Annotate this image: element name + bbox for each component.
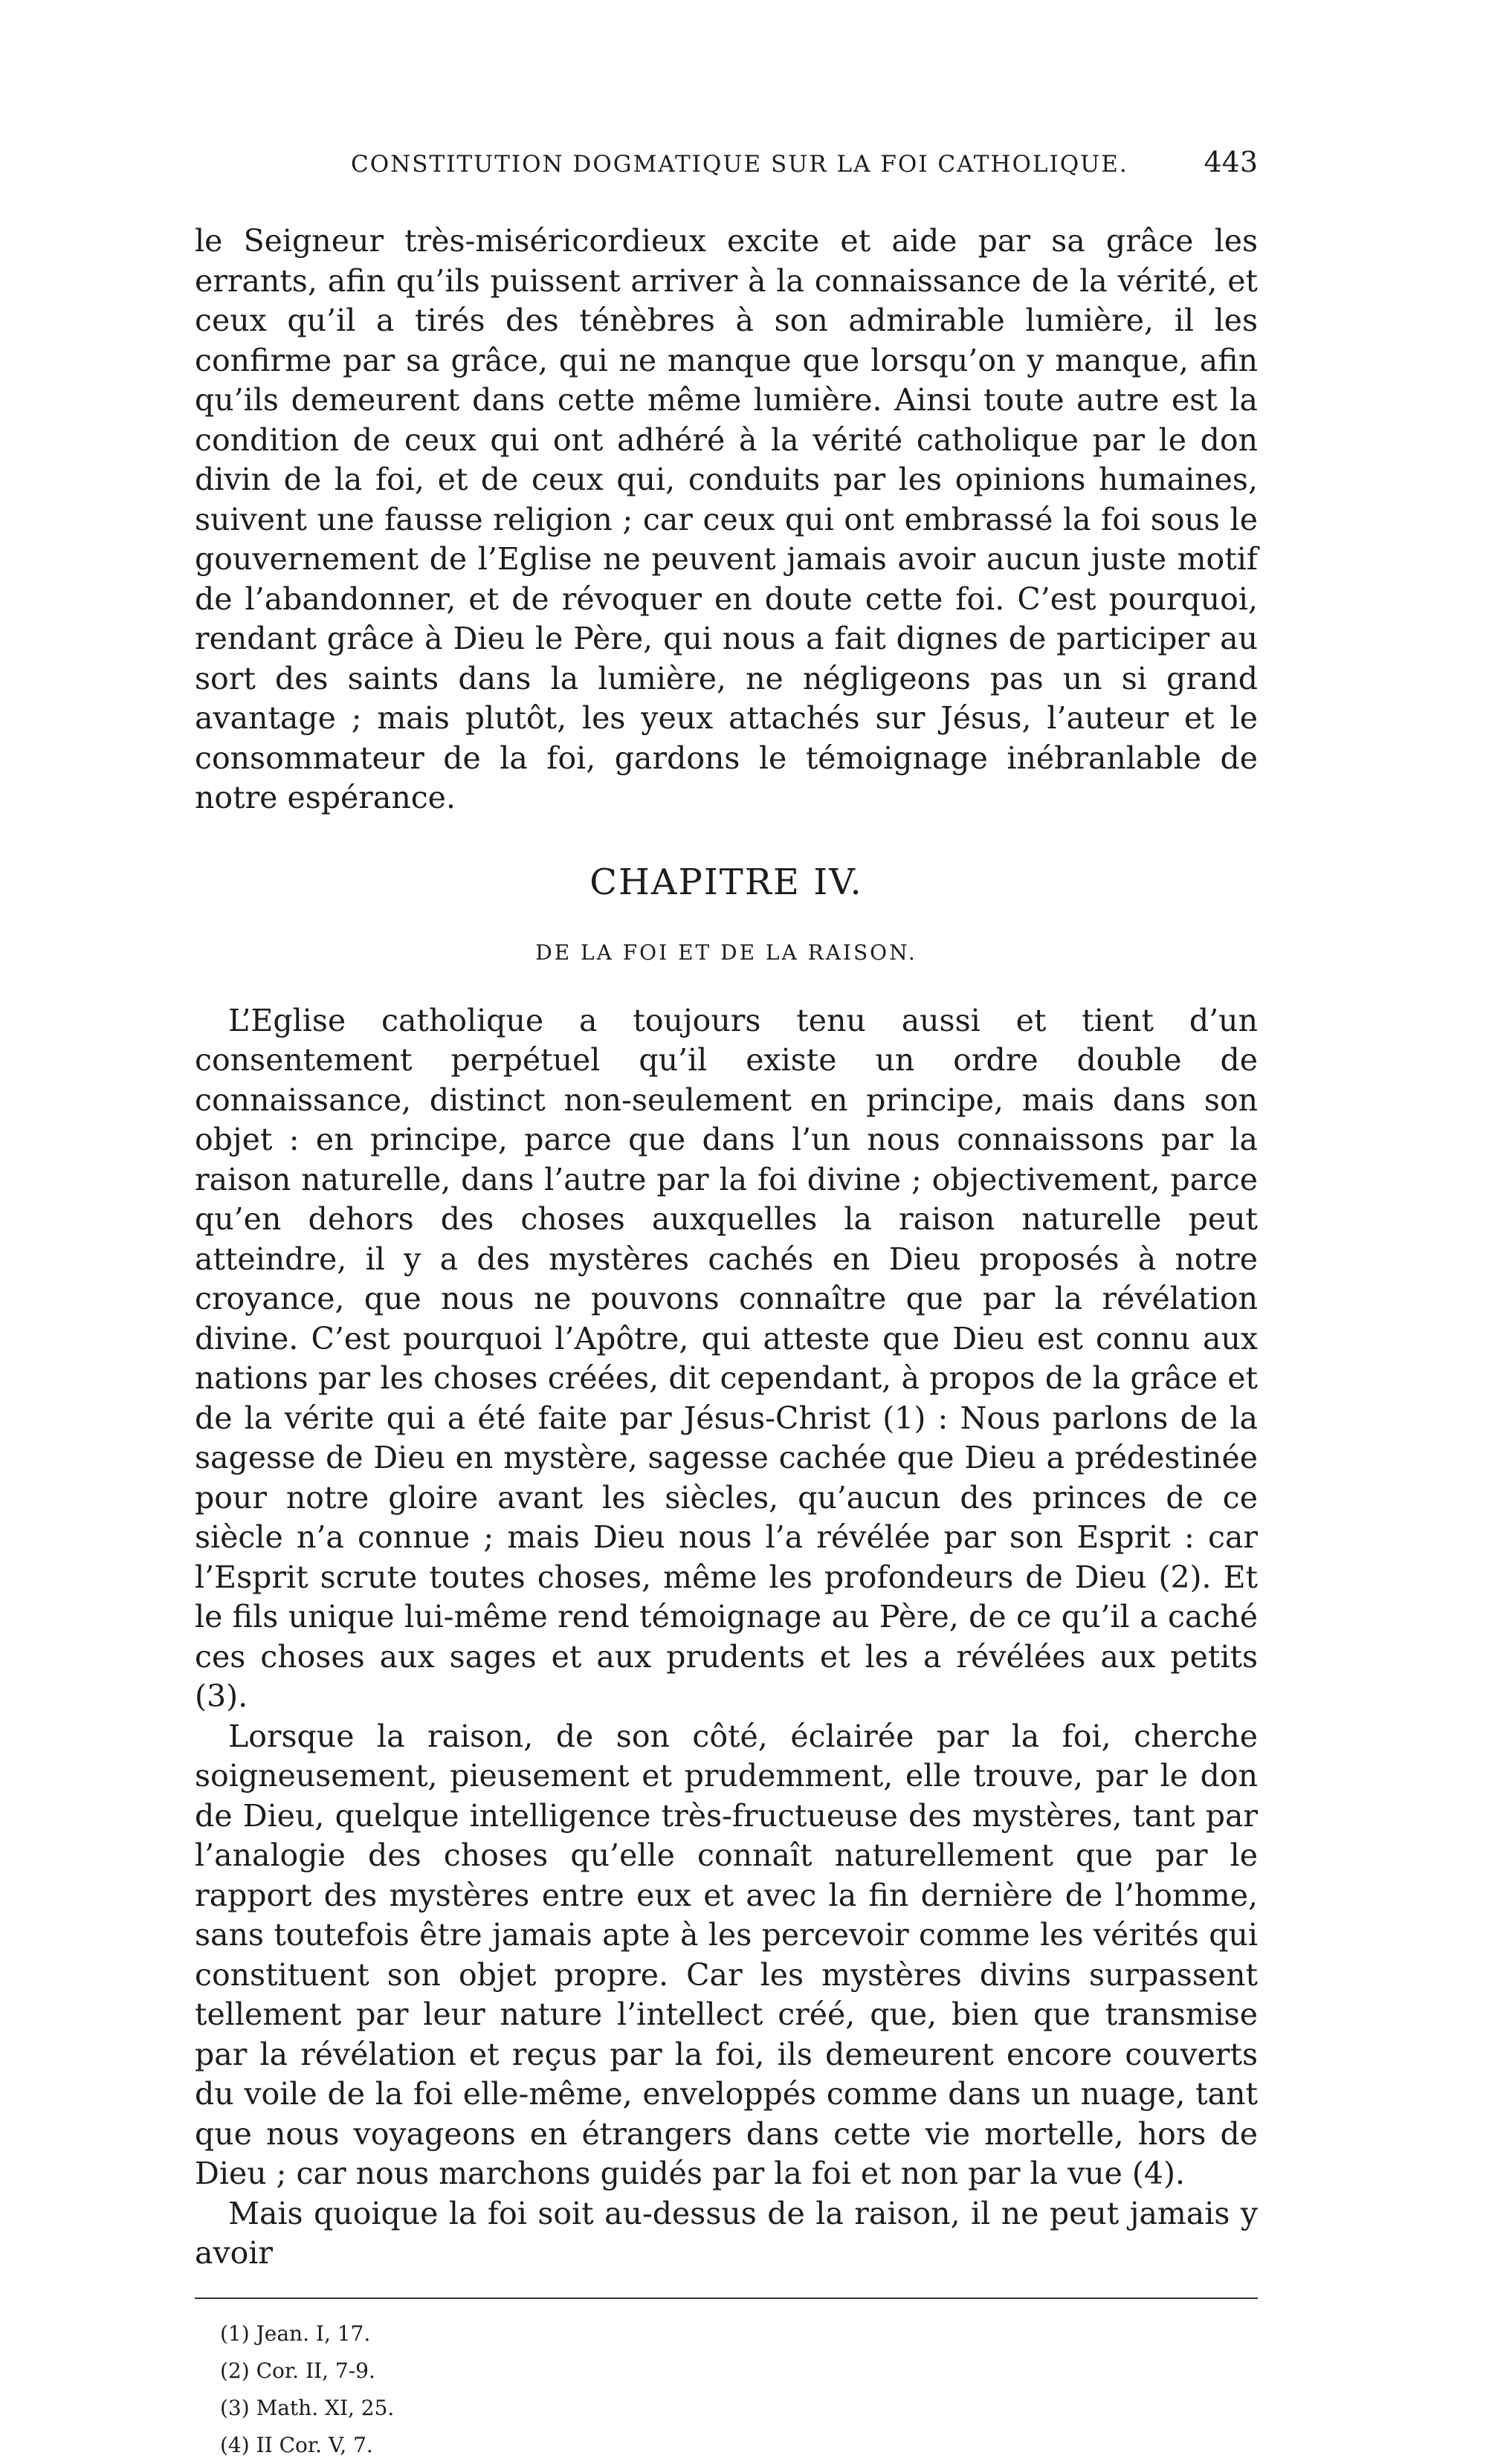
- page-number: 443: [1204, 146, 1258, 178]
- body-paragraph-3: Mais quoique la foi soit au-dessus de la raison, il ne peut jamais y avoir: [195, 2195, 1258, 2271]
- continuation-paragraph: le Seigneur très-miséricordieux excite et aide par sa grâce les errants, afin qu’ils puissent arriver à la connaissance de la vérité, et ceux qu’il a tirés des ténèbres à son admirable lumière, il les confirme par sa grâce, qui ne manque que lorsqu’on y manque, afin qu’ils demeurent dans cette même lumière. Ainsi toute autre est la condition de ceux qui ont adhéré à la vérité catholique par le don divin de la foi, et de ceux qui, conduits par les opinions humaines, suivent une fausse religion ; car ceux qui ont embrassé la foi sous le gouvernement de l’Eglise ne peuvent jamais avoir aucun juste motif de l’abandonner, et de révoquer en doute cette foi. C’est pourquoi, rendant grâce à Dieu le Père, qui nous a fait dignes de participer au sort des saints dans la lumière, ne négligeons pas un si grand avantage ; mais plutôt, les yeux attachés sur Jésus, l’auteur et le consommateur de la foi, gardons le témoignage inébranlable de notre espérance.: [195, 223, 1258, 815]
- footnote-1: (1) Jean. I, 17.: [220, 2321, 371, 2346]
- footnote-2: (2) Cor. II, 7-9.: [220, 2358, 375, 2383]
- book-page: [195, 146, 1258, 2464]
- footnote-4: (4) II Cor. V, 7.: [220, 2432, 373, 2457]
- footnote-3: (3) Math. XI, 25.: [220, 2395, 395, 2420]
- page-header: [195, 146, 1258, 192]
- body-paragraph-2: Lorsque la raison, de son côté, éclairée par la foi, cherche soigneusement, pieusement et prudemment, elle trouve, par le don de Dieu, quelque intelligence très-fructueuse des mystères, tant par l’analogie des choses qu’elle connaît naturellement que par le rapport des mystères entre eux et avec la fin dernière de l’homme, sans toutefois être jamais apte à les percevoir comme les vérités qui constituent son objet propre. Car les mystères divins surpassent tellement par leur nature l’intellect créé, que, bien que transmise par la révélation et reçus par la foi, ils demeurent encore couverts du voile de la foi elle-même, enveloppés comme dans un nuage, tant que nous voyageons en étrangers dans cette vie mortelle, hors de Dieu ; car nous marchons guidés par la foi et non par la vue (4).: [195, 1718, 1258, 2191]
- footnote-divider: [195, 2298, 1258, 2299]
- footnotes-list: [195, 2315, 1258, 2464]
- body-paragraph-1: L’Eglise catholique a toujours tenu aussi et tient d’un consentement perpétuel qu’il existe un ordre double de connaissance, distinct non-seulement en principe, mais dans son objet : en principe, parce que dans l’un nous connaissons par la raison naturelle, dans l’autre par la foi divine ; objectivement, parce qu’en dehors des choses auxquelles la raison naturelle peut atteindre, il y a des mystères cachés en Dieu proposés à notre croyance, que nous ne pouvons connaître que par la révélation divine. C’est pourquoi l’Apôtre, qui atteste que Dieu est connu aux nations par les choses créées, dit cependant, à propos de la grâce et de la vérite qui a été faite par Jésus-Christ (1) : Nous parlons de la sagesse de Dieu en mystère, sagesse cachée que Dieu a prédestinée pour notre gloire avant les siècles, qu’aucun des princes de ce siècle n’a connue ; mais Dieu nous l’a révélée par son Esprit : car l’Esprit scrute toutes choses, même les profondeurs de Dieu (2). Et le fils unique lui-même rend témoignage au Père, de ce qu’il a caché ces choses aux sages et aux prudents et les a révélées aux petits (3).: [195, 1002, 1258, 1714]
- chapter-subtitle: DE LA FOI ET DE LA RAISON.: [535, 940, 917, 965]
- chapter-title: CHAPITRE IV.: [589, 861, 863, 903]
- running-title: CONSTITUTION DOGMATIQUE SUR LA FOI CATHOLIQUE.: [351, 151, 1128, 178]
